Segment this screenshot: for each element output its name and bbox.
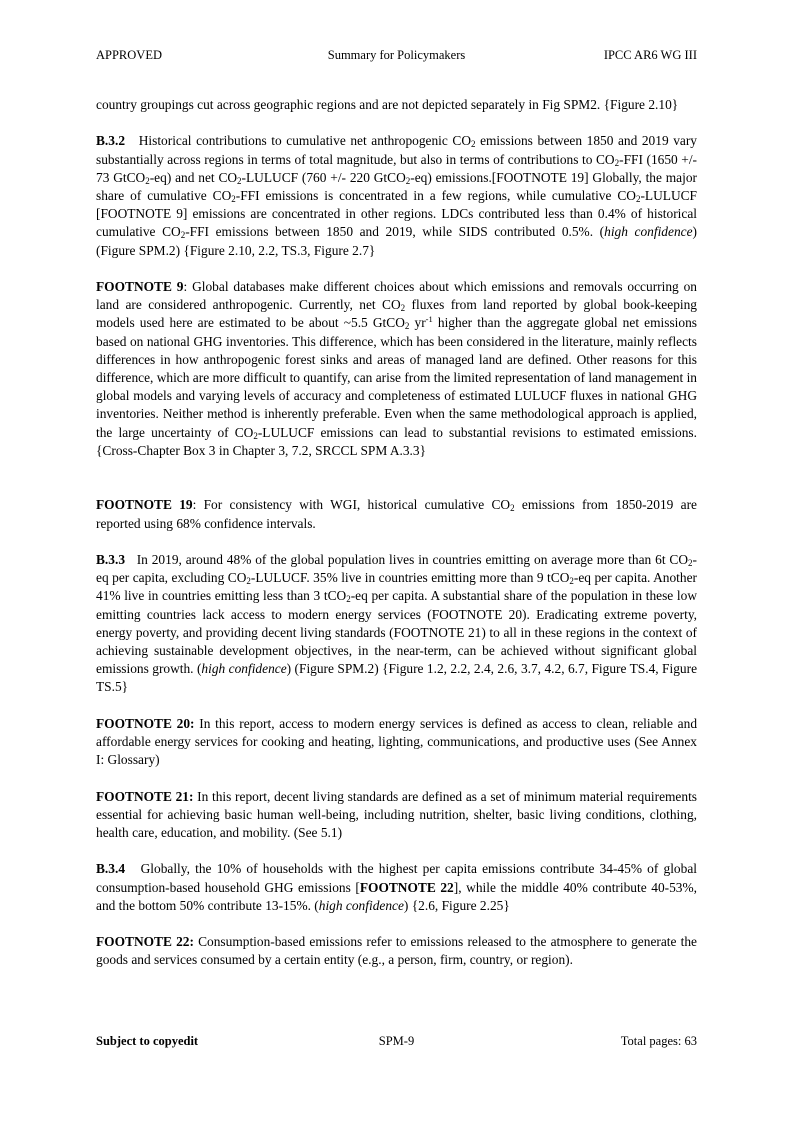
- confidence-qualifier: high confidence: [201, 661, 287, 677]
- footnote-20: FOOTNOTE 20: In this report, access to modern energy services is defined as access to clean, reliable and affordable energy services for cooking and heating, lighting, communications, and productive uses (See Annex I: Glossary): [96, 715, 698, 768]
- footnote-22: FOOTNOTE 22: Consumption-based emissions refer to emissions released to the atmosphere to generate the goods and services consumed by a certain entity (e.g., a person, firm, country, or region).: [96, 934, 697, 968]
- page-header: [96, 48, 697, 64]
- footnote-21: FOOTNOTE 21: In this report, decent living standards are defined as a set of minimum material requirements essential for achieving basic human well-being, including nutrition, shelter, basic living conditions, clothing, health care, education, and mobility. (See 5.1): [96, 788, 697, 841]
- page-number: SPM-9: [378, 1034, 415, 1048]
- section-label: B.3.3: [96, 552, 126, 568]
- footnote-label: FOOTNOTE 20:: [96, 715, 195, 731]
- section-label: B.3.4: [96, 861, 126, 877]
- paragraph-b-3-3: B.3.3 In 2019, around 48% of the global population lives in countries emitting on average more than 6t $CO_2-eq$ per capita, excluding $CO_2$-LULUCF. 35% live in countries emitting more than 9 tCO$_2$-eq per capita. Another 41% live in countries emitting less than 3 tCO$_2$-eq per capita. A substantial share of the population in these low emitting countries lack access to modern energy services (FOOTNOTE 20). Eradicating extreme poverty, energy poverty, and providing decent living standards (FOOTNOTE 21) to all in these regions in the context of achieving sustainable development objectives, in the near-term, can be achieved without significant global emissions growth. (high confidence) (Figure SPM.2) {Figure 1.2, 2.2, 2.4, 2.6, 3.7, 4.2, 6.7, Figure TS.4, Figure TS.5}: [96, 552, 698, 695]
- paragraph-b-3-4: B.3.4 Globally, the 10% of households with the highest per capita emissions contribute 34-45% of global consumption-based household GHG emissions [FOOTNOTE 22], while the middle 40% contribute 40-53%, and the bottom 50% contribute 13-15%. (high confidence) {2.6, Figure 2.25}: [96, 861, 697, 913]
- paragraph-b-3-2: B.3.2 Historical contributions to cumulative net anthropogenic $CO_2$ emissions between 1850 and 2019 vary substantially across regions in terms of total magnitude, but also in terms of contributions to $CO_2$-FFI (1650 +/- 73 GtCO$_2$-eq) and net $CO_2$-LULUCF (760 +/- 220 GtCO$_2$-eq) emissions.[FOOTNOTE 19] Globally, the major share of cumulative $CO_2$-FFI emissions is concentrated in a few regions, while cumulative $CO_2$-LULUCF [FOOTNOTE 9] emissions are concentrated in other regions. LDCs contributed less than 0.4% of historical cumulative $CO_2$-FFI emissions between 1850 and 2019, while SIDS contributed 0.5%. (high confidence) (Figure SPM.2) {Figure 2.10, 2.2, TS.3, Figure 2.7}: [96, 133, 698, 258]
- footnote-reference: FOOTNOTE 22: [359, 879, 454, 895]
- footnote-label: FOOTNOTE 22:: [96, 934, 194, 950]
- confidence-qualifier: high confidence: [604, 224, 693, 240]
- footnote-label: FOOTNOTE 21:: [96, 788, 194, 804]
- footnote-19: FOOTNOTE 19: For consistency with WGI, historical cumulative $CO_2$ emissions from 1850-2019 are reported using 68% confidence intervals.: [96, 497, 697, 531]
- paragraph-continuation: country groupings cut across geographic regions and are not depicted separately in Fig SPM2. {Figure 2.10}: [96, 97, 679, 112]
- header-status: APPROVED: [96, 48, 162, 62]
- footnote-9: FOOTNOTE 9: Global databases make different choices about which emissions and removals occurring on land are considered anthropogenic. Currently, net $CO_2$ fluxes from land reported by global book-keeping models used here are estimated to be about ~5.5 GtCO$_2$ $yr^{-1}$ higher than the aggregate global net emissions based on national GHG inventories. This difference, which has been considered in the literature, mainly reflects differences in how anthropogenic forest sinks and areas of managed land are defined. Other reasons for this difference, which are more difficult to quantify, can arise from the limited representation of land management in global models and varying levels of accuracy and completeness of estimated LULUCF fluxes in national GHG inventories. Neither method is inherently preferable. Even when the same methodological approach is applied, the large uncertainty of $CO_2$-LULUCF emissions can lead to substantial revisions to estimated emissions. {Cross-Chapter Box 3 in Chapter 3, 7.2, SRCCL SPM A.3.3}: [96, 279, 698, 458]
- footnote-label: FOOTNOTE 19: [96, 497, 193, 513]
- page-footer: [96, 1034, 697, 1050]
- page-body: [96, 96, 697, 988]
- confidence-qualifier: high confidence: [318, 897, 404, 913]
- header-title: Summary for Policymakers: [327, 48, 466, 62]
- footnote-label: FOOTNOTE 9: [96, 279, 184, 294]
- header-report: IPCC AR6 WG III: [603, 48, 697, 62]
- total-pages: Total pages: 63: [620, 1034, 697, 1048]
- footer-note: Subject to copyedit: [96, 1034, 199, 1048]
- section-label: B.3.2: [96, 133, 126, 149]
